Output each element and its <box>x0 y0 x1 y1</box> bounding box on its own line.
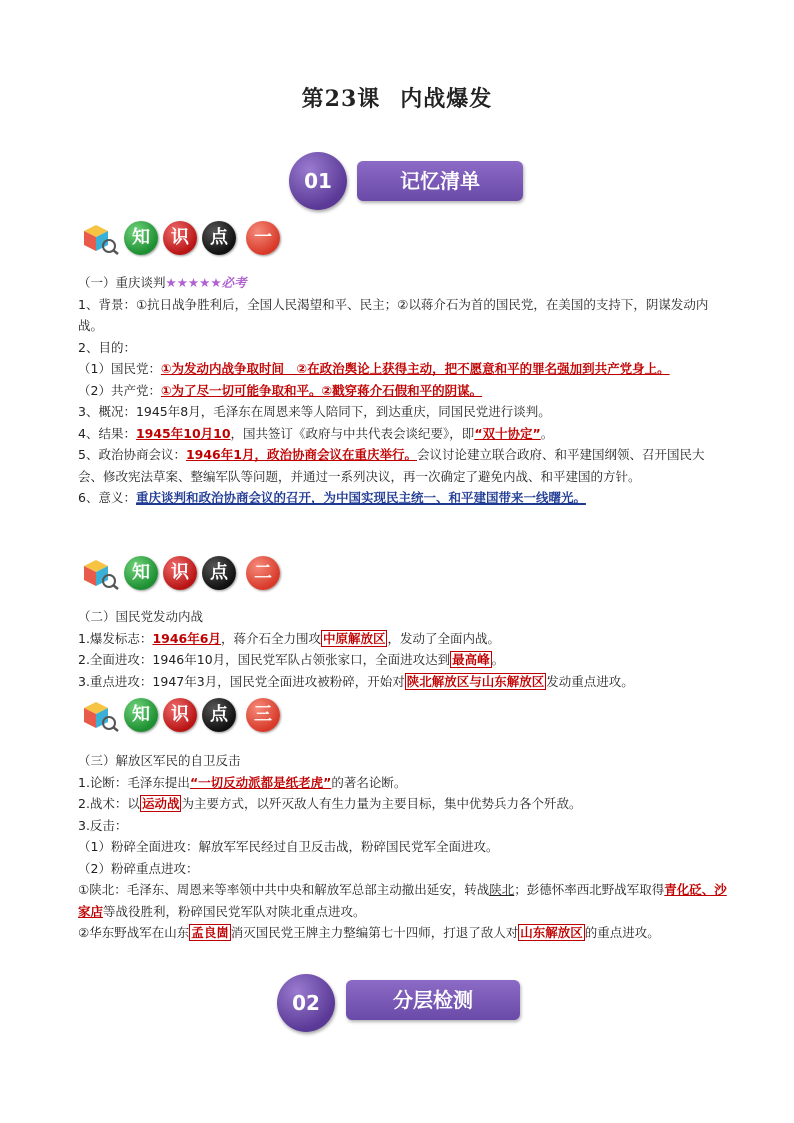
knowledge-point-1-content <box>78 272 728 509</box>
dian-ball: 点 <box>202 556 236 590</box>
kp1-cpc-purpose: （2）共产党：①为了尽一切可能争取和平。②戳穿蒋介石假和平的阴谋。 <box>78 382 483 398</box>
kp3-tactics: 2.战术：以 运动战 为主要方式，以歼灭敌人有生力量为主要目标，集中优势兵力各个歼敌。 <box>78 796 582 811</box>
kp3-counterattack: 3.反击： <box>78 817 128 833</box>
kp3-crush-full: （1）粉碎全面进攻：解放军军民经过自卫反击战，粉碎国民党军全面进攻。 <box>78 839 499 854</box>
kp2-full-offensive: 2.全面进攻：1946年10月，国民党军队占领张家口，全面进攻达到 最高峰 。 <box>78 652 505 667</box>
page-title: 第23课 内战爆发 <box>301 86 493 112</box>
kp1-significance: 6、意义：重庆谈判和政治协商会议的召开，为中国实现民主统一、和平建国带来一线曙光。 <box>78 490 586 505</box>
kp1-heading: （一）重庆谈判 <box>78 275 166 290</box>
kp1-pcc: 5、政治协商会议：1946年1月，政治协商会议在重庆举行。会议讨论建立联合政府、和平建国纲领、召开国民大会、修改宪法草案、整编军队等问题，并通过一系列决议，再一次确定了避免内战、和平建国的方针。 <box>78 447 705 484</box>
number-ball: 一 <box>246 221 280 255</box>
kp1-overview: 3、概况：1945年8月，毛泽东在周恩来等人陪同下，到达重庆，同国民党进行谈判。 <box>78 404 551 419</box>
kp2-key-offensive: 3.重点进攻：1947年3月，国民党全面进攻被粉碎，开始对 陕北解放区与山东解放区 发动重点进攻。 <box>78 673 634 689</box>
zhi-ball: 知 <box>124 698 158 732</box>
cube-magnifier-icon <box>80 700 120 732</box>
kp1-background: 1、背景：①抗日战争胜利后，全国人民渴望和平、民主；②以蒋介石为首的国民党，在美国的支持下，阴谋发动内战。 <box>78 296 709 333</box>
number-ball: 三 <box>246 698 280 732</box>
section-label: 分层检测 <box>346 980 520 1020</box>
knowledge-point-3-content <box>78 750 728 944</box>
shi-ball: 识 <box>163 698 197 732</box>
dian-ball: 点 <box>202 698 236 732</box>
shi-ball: 识 <box>163 221 197 255</box>
knowledge-point-2-content <box>78 606 728 692</box>
kp2-outbreak: 1.爆发标志：1946年6月，蒋介石全力围攻 中原解放区 ，发动了全面内战。 <box>78 630 500 646</box>
section-header-memory-list <box>0 152 794 212</box>
section-header-layered-test <box>0 974 794 1034</box>
dian-ball: 点 <box>202 221 236 255</box>
rating-stars: ★★★★★ <box>165 275 222 290</box>
shi-ball: 识 <box>163 556 197 590</box>
kp3-heading: （三）解放区军民的自卫反击 <box>78 753 241 768</box>
cube-magnifier-icon <box>80 558 120 590</box>
kp3-thesis: 1.论断：毛泽东提出“一切反动派都是纸老虎”的著名论断。 <box>78 774 407 790</box>
kp1-kmt-purpose: （1）国民党：①为发动内战争取时间 ②在政治舆论上获得主动，把不愿意和平的罪名强加到共产党身上。 <box>78 361 670 376</box>
number-ball: 二 <box>246 556 280 590</box>
section-number-badge: 01 <box>289 152 347 210</box>
kp1-result: 4、结果：1945年10月10，国共签订《政府与中共代表会谈纪要》，即“双十协定”。 <box>78 425 554 441</box>
kp3-shaanbei: ①陕北：毛泽东、周恩来等率领中共中央和解放军总部主动撤出延安，转战陕北；彭德怀率西北野战军取得青化砭、沙家店等战役胜利，粉碎国民党军队对陕北重点进攻。 <box>78 882 727 919</box>
kp2-heading: （二）国民党发动内战 <box>78 609 204 624</box>
kp3-east-china: ②华东野战军在山东 孟良崮 消灭国民党王牌主力整编第七十四师，打退了敌人对 山东解放区 的重点进攻。 <box>78 925 660 940</box>
must-test-tag: 必考 <box>221 275 247 290</box>
kp3-crush-key: （2）粉碎重点进攻： <box>78 860 199 876</box>
section-label: 记忆清单 <box>357 161 523 201</box>
kp1-purpose: 2、目的： <box>78 339 136 355</box>
section-number-badge: 02 <box>277 974 335 1032</box>
zhi-ball: 知 <box>124 556 158 590</box>
zhi-ball: 知 <box>124 221 158 255</box>
cube-magnifier-icon <box>80 223 120 255</box>
